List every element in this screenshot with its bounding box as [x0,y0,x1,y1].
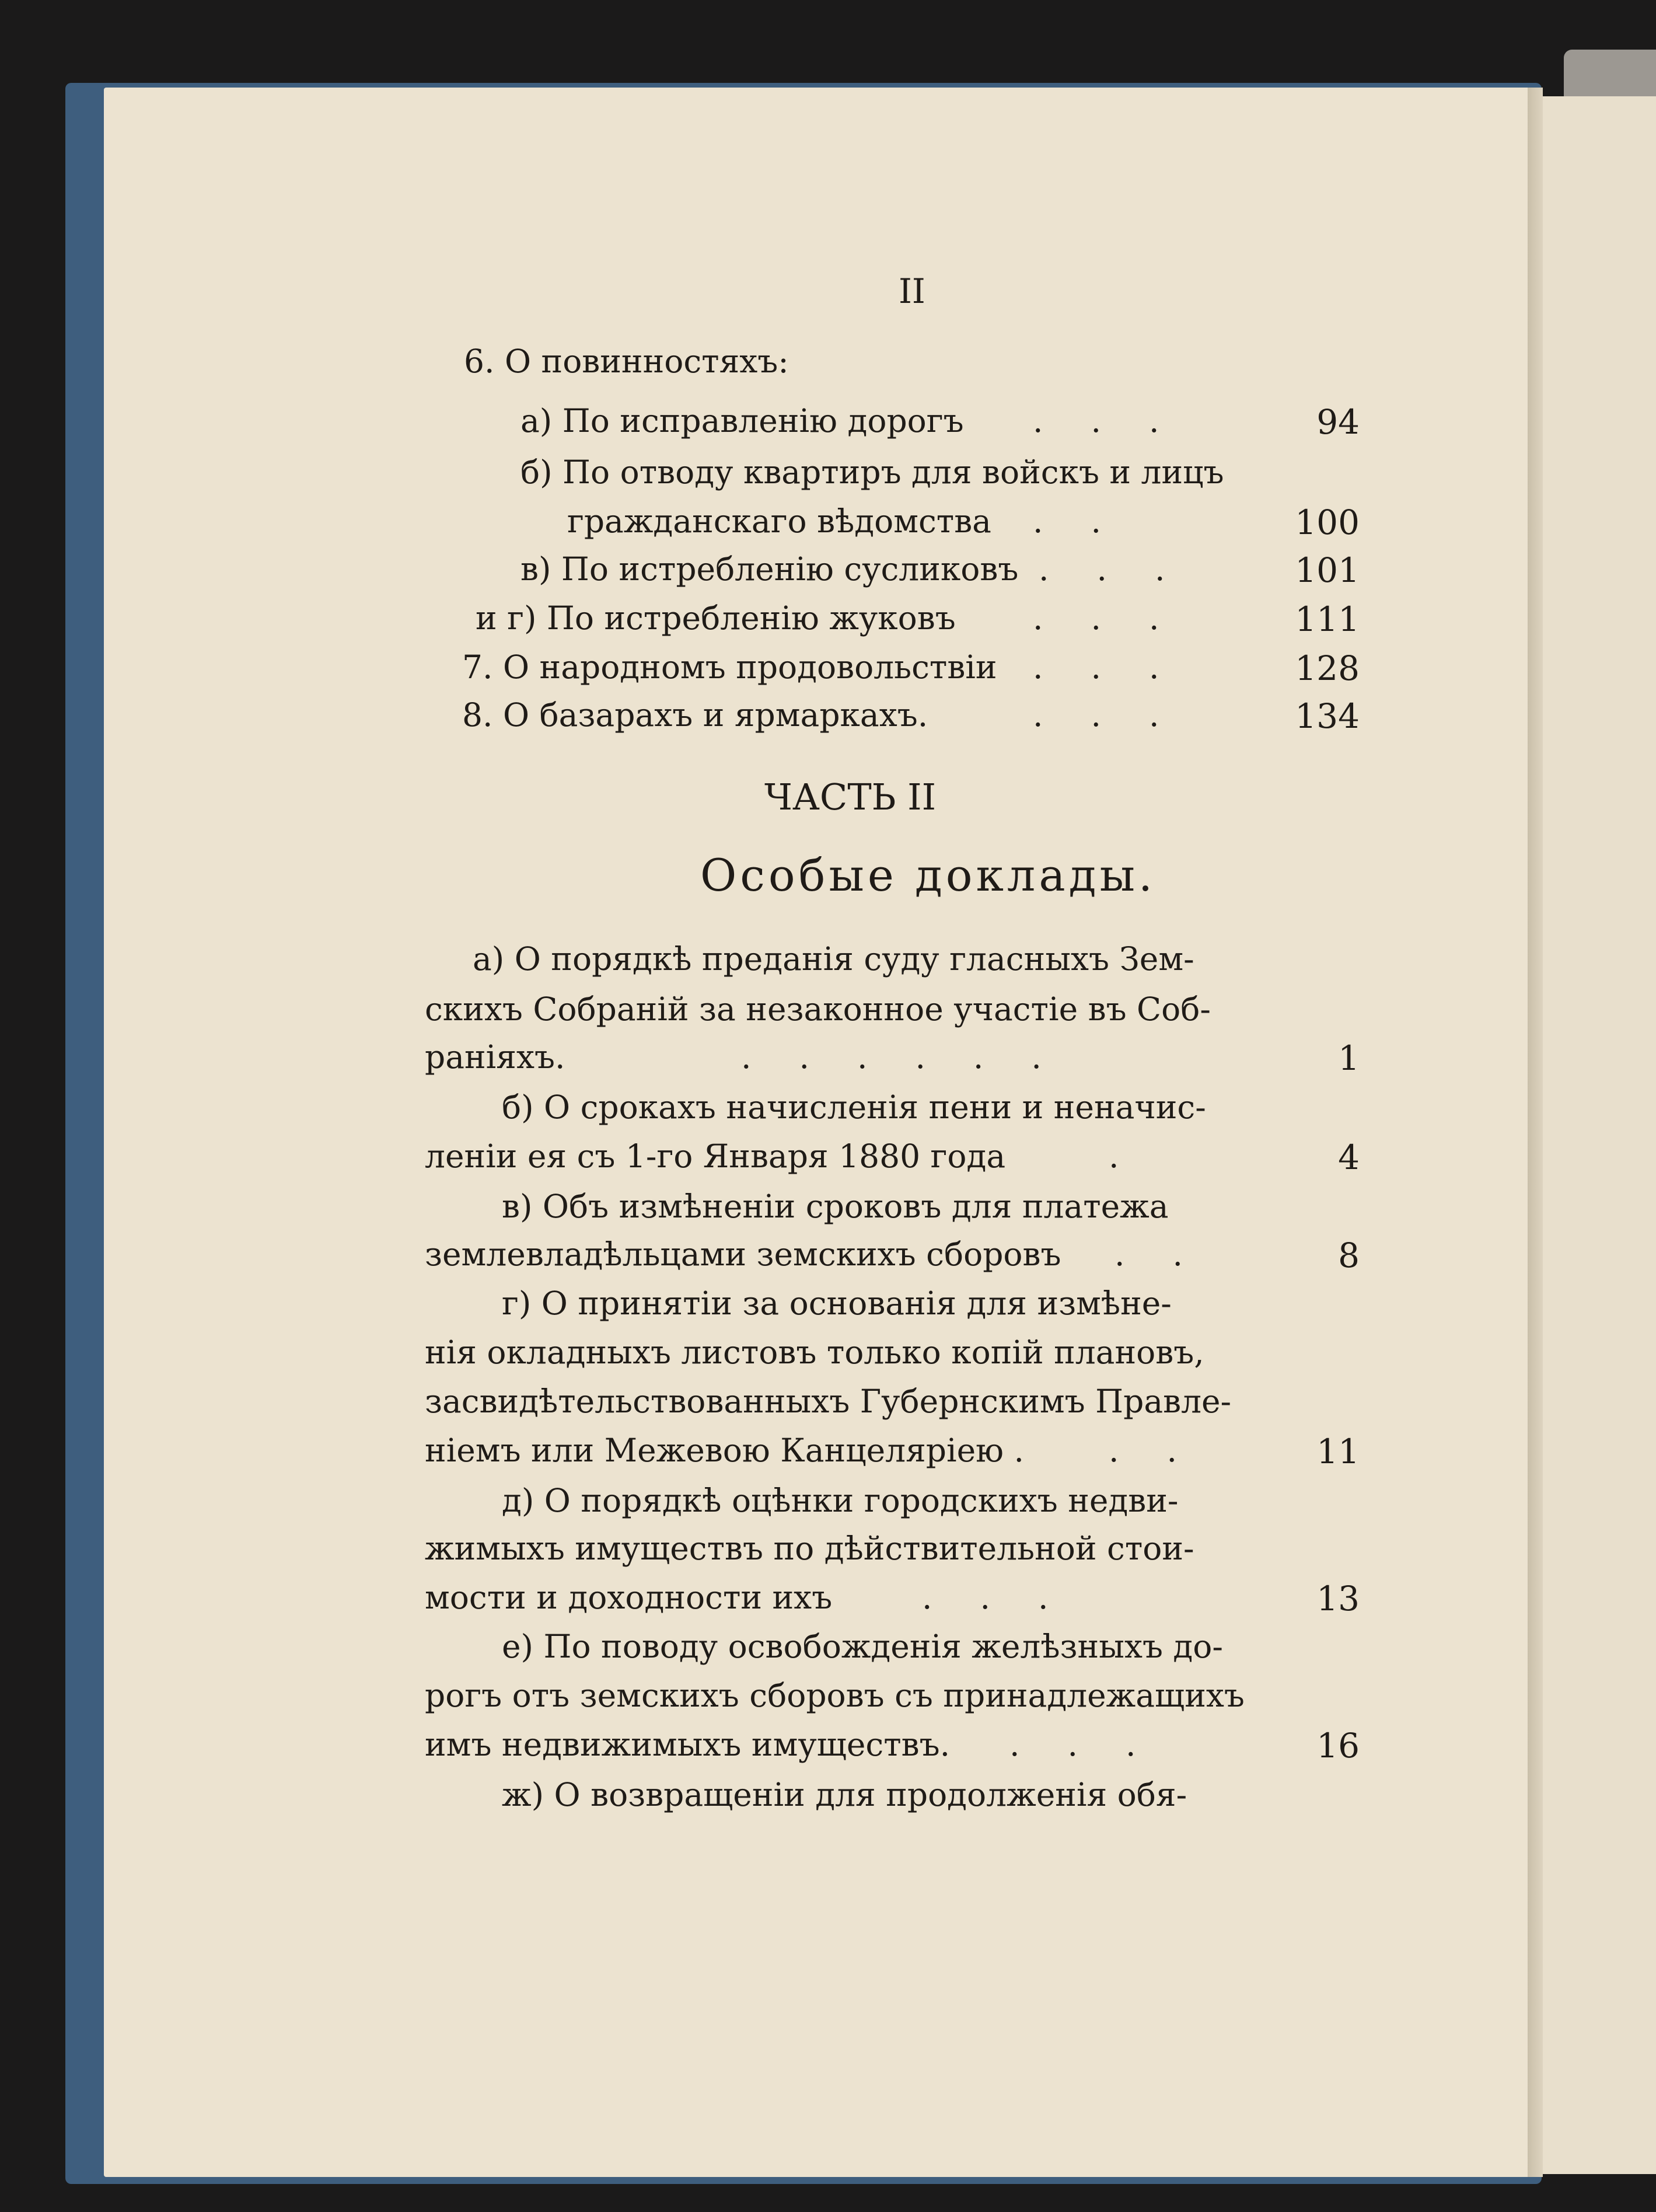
leader-dots: ... [922,1579,1096,1616]
report-g-line-4: ніемъ или Межевою Канцеляріею . [425,1432,1025,1469]
report-b-line-1: б) О срокахъ начисленія пени и неначис- [502,1088,1206,1126]
leader-dots: . [1109,1138,1167,1175]
report-e-line-2: рогъ отъ земскихъ сборовъ съ принадлежащихъ [425,1677,1245,1714]
report-e-line-1: е) По поводу освобожденія желѣзныхъ до- [502,1628,1223,1665]
toc-item-beetles-page: 111 [1295,599,1360,639]
toc-item-beetles: и г) По истребленію жуковъ [476,599,956,637]
page-number: II [899,271,925,311]
toc-item-susliks-page: 101 [1295,550,1360,590]
leader-dots: ... [1033,402,1207,439]
toc-item-quarters: б) По отводу квартиръ для войскъ и лицъ [520,453,1224,491]
report-g-line-2: нія окладныхъ листовъ только копій плановъ, [425,1334,1204,1371]
leader-dots: ... [1033,648,1207,686]
part-heading: ЧАСТЬ II [764,776,937,818]
toc-section-8: 8. О базарахъ и ярмаркахъ. [462,696,928,734]
leader-dots: ... [1033,599,1207,637]
leader-dots: .. [1109,1432,1225,1469]
page-gutter [1528,88,1543,2177]
report-d-page: 13 [1316,1579,1360,1618]
toc-item-roads-page: 94 [1316,402,1360,442]
leader-dots: ... [1009,1726,1184,1763]
report-zh-line-1: ж) О возвращеніи для продолженія обя- [502,1776,1187,1813]
leader-dots: .. [1115,1236,1231,1273]
leader-dots: ... [1039,550,1213,588]
leader-dots: .. [1033,503,1149,540]
report-v-line-1: в) Объ измѣненіи сроковъ для платежа [502,1188,1169,1225]
report-a-line-2: скихъ Собраній за незаконное участіе въ Соб- [425,990,1211,1028]
report-b-page: 4 [1338,1138,1360,1177]
report-g-line-1: г) О принятіи за основанія для измѣне- [502,1285,1172,1322]
report-v-page: 8 [1338,1236,1360,1275]
report-e-page: 16 [1316,1726,1360,1766]
toc-section-7-page: 128 [1295,648,1360,688]
report-a-line-1: а) О порядкѣ преданія суду гласныхъ Зем- [473,940,1194,978]
toc-item-quarters-cont: гражданскаго вѣдомства [567,503,991,540]
report-g-page: 11 [1316,1432,1360,1471]
toc-item-susliks: в) По истребленію сусликовъ [520,550,1019,588]
report-d-line-2: жимыхъ имуществъ по дѣйствительной стои- [425,1530,1194,1567]
report-a-line-3: раніяхъ. [425,1038,565,1076]
toc-section-8-page: 134 [1295,696,1360,736]
report-a-page: 1 [1338,1038,1360,1078]
part-subheading: Особые доклады. [700,849,1157,901]
report-v-line-2: землевладѣльцами земскихъ сборовъ [425,1236,1061,1273]
toc-item-roads: а) По исправленію дорогъ [520,402,964,439]
opposite-page-corner [1564,50,1656,102]
opposite-page [1540,96,1656,2174]
report-g-line-3: засвидѣтельствованныхъ Губернскимъ Правле- [425,1383,1232,1420]
toc-section-6-title: 6. О повинностяхъ: [464,343,789,380]
toc-item-quarters-page: 100 [1295,503,1360,542]
report-e-line-3: имъ недвижимыхъ имуществъ. [425,1726,951,1763]
report-d-line-3: мости и доходности ихъ [425,1579,833,1616]
leader-dots: ...... [741,1038,1089,1076]
toc-section-7: 7. О народномъ продовольствіи [462,648,997,686]
report-d-line-1: д) О порядкѣ оцѣнки городскихъ недви- [502,1482,1179,1519]
report-b-line-2: леніи ея съ 1-го Января 1880 года [425,1138,1006,1175]
leader-dots: ... [1033,696,1207,734]
